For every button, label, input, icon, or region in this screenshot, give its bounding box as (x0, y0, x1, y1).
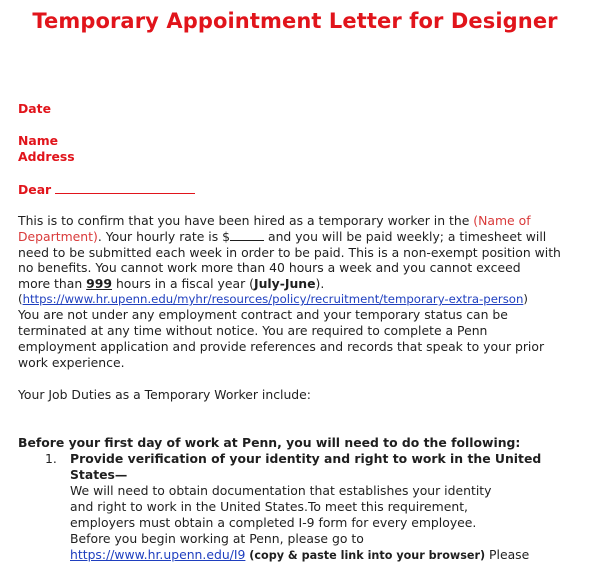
max-hours: 999 (86, 276, 113, 291)
p1-line2-text-a: . Your hourly rate is $ (97, 229, 231, 244)
list-item-text-1: We will need to obtain documentation that establishes your identity (70, 483, 492, 498)
paragraph-line-8: terminated at any time without notice. You are required to complete a Penn (18, 323, 488, 338)
please-text: Please (485, 547, 530, 562)
salutation-label: Dear (18, 182, 56, 197)
list-item-title-1: Provide verification of your identity and right to work in the United (70, 451, 542, 466)
paragraph-line-2 (18, 229, 546, 244)
duties-intro: Your Job Duties as a Temporary Worker include: (18, 387, 311, 402)
p1-line2-text-b: and you will be paid weekly; a timesheet will (264, 229, 547, 244)
salutation-blank (55, 181, 195, 194)
copy-paste-note: (copy & paste link into your browser) (245, 549, 486, 562)
department-placeholder-2: Department) (18, 229, 98, 244)
list-item-text-4: Before you begin working at Penn, please go to (70, 531, 364, 546)
paren-close: ) (523, 292, 528, 306)
date-field: Date (18, 101, 51, 116)
p1-line5-text-c: ). (315, 276, 325, 291)
paragraph-line-6 (18, 292, 528, 307)
paragraph-line-4: no benefits. You cannot work more than 40 hours a week and you cannot exceed (18, 260, 521, 275)
address-field: Address (18, 149, 75, 164)
paragraph-line-1 (18, 213, 531, 228)
list-item-text-3: employers must obtain a completed I-9 form for every employee. (70, 515, 477, 530)
p1-line1-text: This is to confirm that you have been hired as a temporary worker in the (18, 213, 474, 228)
paragraph-line-10: work experience. (18, 355, 125, 370)
department-placeholder-1: (Name of (473, 213, 531, 228)
paren-open: ( (18, 292, 23, 306)
hourly-rate-blank (230, 229, 264, 241)
paragraph-line-9: employment application and provide references and records that speak to your prior (18, 339, 545, 354)
paragraph-line-5 (18, 276, 324, 291)
p1-line5-text-b: hours in a fiscal year ( (112, 276, 254, 291)
list-item-title-2: States— (70, 467, 128, 482)
policy-link[interactable]: https://www.hr.upenn.edu/myhr/resources/policy/recruitment/temporary-extra-person (22, 292, 524, 306)
before-first-day-heading: Before your first day of work at Penn, you will need to do the following: (18, 435, 521, 450)
page-title: Temporary Appointment Letter for Designer (32, 9, 558, 33)
fiscal-year: July-June (253, 276, 316, 291)
name-field: Name (18, 133, 59, 148)
salutation (18, 181, 195, 197)
list-item-text-2: and right to work in the United States.To meet this requirement, (70, 499, 468, 514)
list-number: 1. (45, 451, 57, 466)
list-item-text-5 (70, 547, 529, 563)
p1-line5-text-a: more than (18, 276, 87, 291)
paragraph-line-7: You are not under any employment contract and your temporary status can be (18, 307, 508, 322)
paragraph-line-3: need to be submitted each week in order to be paid. This is a non-exempt position with (18, 245, 561, 260)
i9-link[interactable]: https://www.hr.upenn.edu/I9 (70, 547, 246, 562)
